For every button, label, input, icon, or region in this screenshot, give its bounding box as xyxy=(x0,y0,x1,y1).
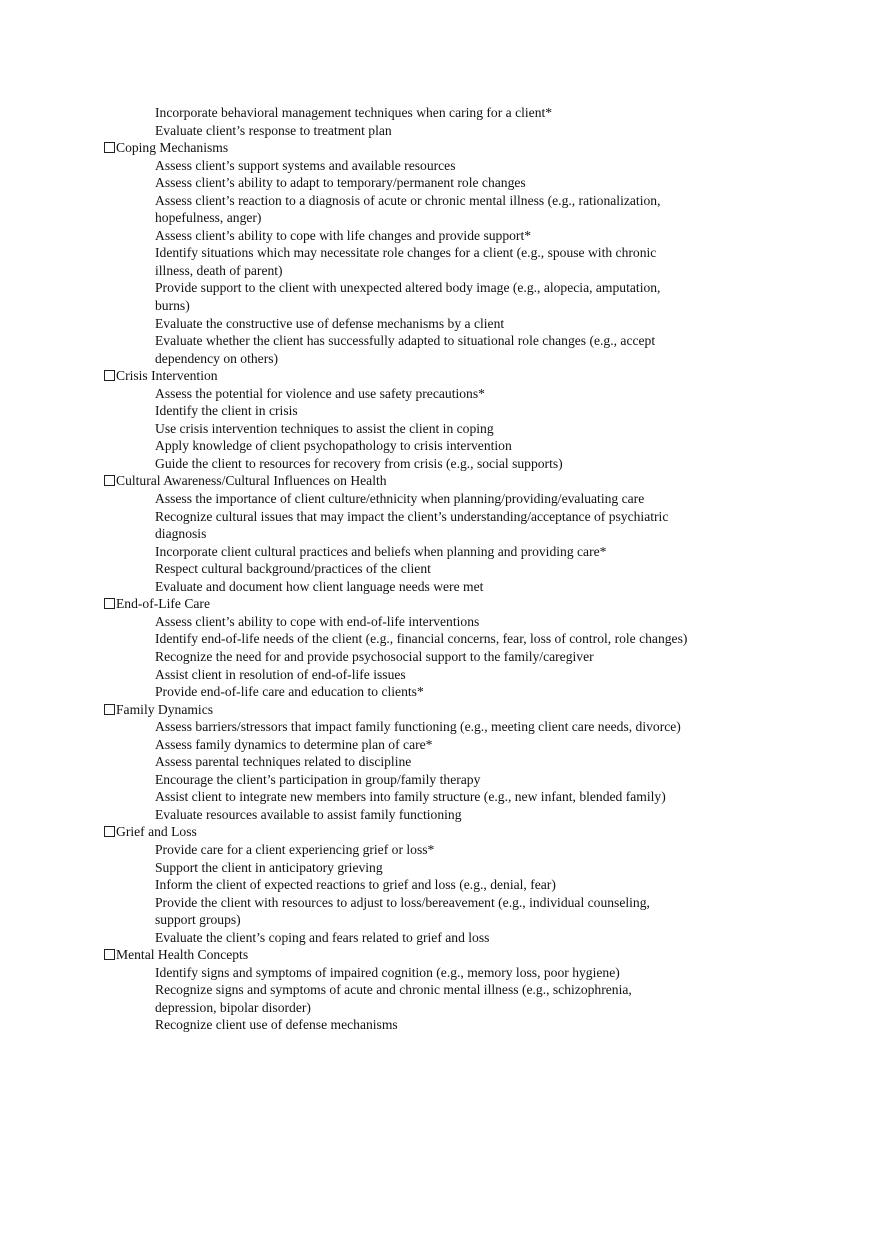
list-item xyxy=(104,122,687,140)
section-heading xyxy=(104,946,687,964)
list-item xyxy=(104,929,687,947)
checkbox-icon[interactable] xyxy=(104,949,115,960)
section-heading xyxy=(104,823,687,841)
list-item xyxy=(104,806,687,824)
list-item xyxy=(104,736,687,754)
list-item-text: Assess the potential for violence and use safety precautions* xyxy=(155,385,485,401)
list-item xyxy=(104,192,687,227)
list-item-text: Evaluate the constructive use of defense mechanisms by a client xyxy=(155,315,505,331)
list-item xyxy=(104,402,687,420)
list-item-text: Identify situations which may necessitate role changes for a client (e.g., spouse with chronic xyxy=(155,245,657,261)
list-item-text: Inform the client of expected reactions to grief and loss (e.g., denial, fear) xyxy=(155,877,556,893)
list-item xyxy=(104,666,687,684)
list-item-text: illness, death of parent) xyxy=(155,262,283,278)
list-item-text: Recognize the need for and provide psychosocial support to the family/caregiver xyxy=(155,648,594,664)
list-item xyxy=(104,490,687,508)
list-item xyxy=(104,157,687,175)
list-item-text: Respect cultural background/practices of the client xyxy=(155,561,431,577)
list-item-text: Assist client in resolution of end-of-life issues xyxy=(155,666,406,682)
list-item xyxy=(104,771,687,789)
list-item-text: Encourage the client’s participation in group/family therapy xyxy=(155,771,481,787)
list-item-text: Assess client’s reaction to a diagnosis of acute or chronic mental illness (e.g., rationalization, xyxy=(155,192,661,208)
list-item-text: Guide the client to resources for recovery from crisis (e.g., social supports) xyxy=(155,455,563,471)
list-item xyxy=(104,718,687,736)
document-body xyxy=(104,104,687,1034)
list-item-text: Evaluate the client’s coping and fears related to grief and loss xyxy=(155,929,490,945)
list-item xyxy=(104,543,687,561)
list-item xyxy=(104,578,687,596)
section-heading xyxy=(104,595,687,613)
list-item-text: Evaluate whether the client has successfully adapted to situational role changes (e.g., accept xyxy=(155,333,656,349)
list-item-text: Recognize signs and symptoms of acute and chronic mental illness (e.g., schizophrenia, xyxy=(155,982,632,998)
list-item-text: Assess client’s ability to cope with life changes and provide support* xyxy=(155,227,532,243)
list-item-text: Apply knowledge of client psychopathology to crisis intervention xyxy=(155,438,512,454)
list-item-text: Provide care for a client experiencing grief or loss* xyxy=(155,841,435,857)
list-item xyxy=(104,648,687,666)
list-item xyxy=(104,1016,687,1034)
section-title: End-of-Life Care xyxy=(116,596,210,612)
list-item-text: Evaluate resources available to assist family functioning xyxy=(155,806,462,822)
list-item xyxy=(104,683,687,701)
section xyxy=(104,946,687,1034)
list-item xyxy=(104,981,687,1016)
list-item-text: support groups) xyxy=(155,912,241,928)
section-title: Coping Mechanisms xyxy=(116,140,229,156)
list-item-text: hopefulness, anger) xyxy=(155,210,262,226)
list-item-text: Identify signs and symptoms of impaired cognition (e.g., memory loss, poor hygiene) xyxy=(155,964,620,980)
list-item-text: Evaluate and document how client language needs were met xyxy=(155,578,484,594)
list-item xyxy=(104,104,687,122)
section xyxy=(104,701,687,824)
section xyxy=(104,139,687,367)
list-item-text: dependency on others) xyxy=(155,350,279,366)
list-item-text: Assess client’s support systems and available resources xyxy=(155,157,456,173)
checkbox-icon[interactable] xyxy=(104,598,115,609)
list-item xyxy=(104,630,687,648)
list-item-text: Provide support to the client with unexpected altered body image (e.g., alopecia, amputation, xyxy=(155,280,661,296)
section xyxy=(104,367,687,472)
list-item xyxy=(104,964,687,982)
list-item-text: Identify end-of-life needs of the client (e.g., financial concerns, fear, loss of control, role changes) xyxy=(155,631,688,647)
section xyxy=(104,823,687,946)
checkbox-icon[interactable] xyxy=(104,142,115,153)
list-item-text: Use crisis intervention techniques to assist the client in coping xyxy=(155,420,494,436)
list-item xyxy=(104,455,687,473)
list-item xyxy=(104,508,687,543)
section xyxy=(104,472,687,595)
list-item xyxy=(104,876,687,894)
list-item xyxy=(104,788,687,806)
list-item xyxy=(104,560,687,578)
list-item-text: Provide the client with resources to adjust to loss/bereavement (e.g., individual counseling, xyxy=(155,894,650,910)
list-item xyxy=(104,437,687,455)
list-item xyxy=(104,859,687,877)
list-item xyxy=(104,244,687,279)
list-item xyxy=(104,332,687,367)
checkbox-icon[interactable] xyxy=(104,475,115,486)
list-item-text: Incorporate client cultural practices and beliefs when planning and providing care* xyxy=(155,543,607,559)
section-title: Crisis Intervention xyxy=(116,368,218,384)
section-heading xyxy=(104,472,687,490)
section xyxy=(104,595,687,700)
section-heading xyxy=(104,139,687,157)
section-heading xyxy=(104,367,687,385)
list-item-text: Assess barriers/stressors that impact family functioning (e.g., meeting client care needs, divorce) xyxy=(155,719,681,735)
section-heading xyxy=(104,701,687,719)
list-item-text: Assess family dynamics to determine plan of care* xyxy=(155,736,433,752)
checkbox-icon[interactable] xyxy=(104,704,115,715)
list-item-text: Assess client’s ability to adapt to temporary/permanent role changes xyxy=(155,175,526,191)
list-item-text: diagnosis xyxy=(155,526,207,542)
list-item-text: Incorporate behavioral management techniques when caring for a client* xyxy=(155,105,553,120)
section xyxy=(104,104,687,139)
list-item-text: Assist client to integrate new members into family structure (e.g., new infant, blended family) xyxy=(155,789,666,805)
list-item-text: burns) xyxy=(155,298,190,314)
checkbox-icon[interactable] xyxy=(104,370,115,381)
section-title: Grief and Loss xyxy=(116,824,197,840)
list-item-text: Evaluate client’s response to treatment plan xyxy=(155,122,392,138)
list-item xyxy=(104,841,687,859)
list-item xyxy=(104,894,687,929)
list-item-text: depression, bipolar disorder) xyxy=(155,999,311,1015)
list-item-text: Support the client in anticipatory grieving xyxy=(155,859,383,875)
list-item xyxy=(104,385,687,403)
list-item xyxy=(104,420,687,438)
list-item-text: Recognize cultural issues that may impact the client’s understanding/acceptance of psychiatric xyxy=(155,508,669,524)
list-item-text: Assess parental techniques related to discipline xyxy=(155,754,412,770)
section-title: Family Dynamics xyxy=(116,701,214,717)
list-item xyxy=(104,279,687,314)
list-item xyxy=(104,753,687,771)
list-item-text: Assess the importance of client culture/ethnicity when planning/providing/evaluating care xyxy=(155,491,645,507)
list-item-text: Recognize client use of defense mechanisms xyxy=(155,1017,398,1033)
section-title: Mental Health Concepts xyxy=(116,947,249,963)
section-title: Cultural Awareness/Cultural Influences on Health xyxy=(116,473,387,489)
list-item-text: Identify the client in crisis xyxy=(155,403,298,419)
list-item xyxy=(104,315,687,333)
list-item xyxy=(104,174,687,192)
list-item xyxy=(104,613,687,631)
list-item-text: Assess client’s ability to cope with end-of-life interventions xyxy=(155,613,480,629)
checkbox-icon[interactable] xyxy=(104,826,115,837)
list-item xyxy=(104,227,687,245)
list-item-text: Provide end-of-life care and education to clients* xyxy=(155,684,424,700)
